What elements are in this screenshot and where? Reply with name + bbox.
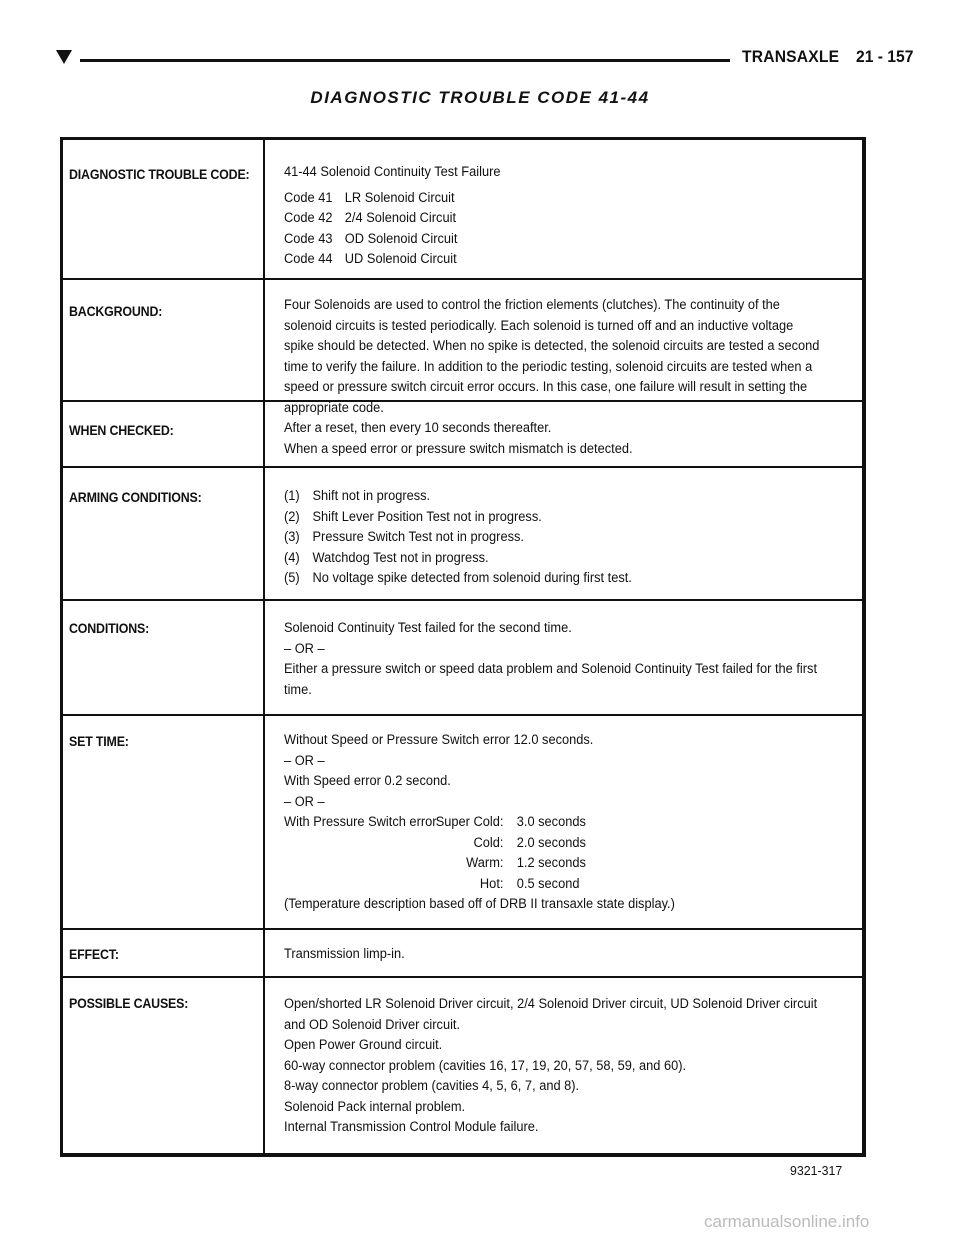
label-set-time: SET TIME:	[69, 734, 129, 749]
label-dtc: DIAGNOSTIC TROUBLE CODE:	[69, 167, 250, 182]
cause-item: Open Power Ground circuit.	[284, 1037, 443, 1052]
content-background: Four Solenoids are used to control the friction elements (clutches). The continuity of the solenoid circuits is tested periodically. Each solenoid is turned off and an inductive voltage spike should be detected. When no spike is detected, the solenoid circuits are tested a second time to verify the failure. In addition to the periodic testing, solenoid circuits are tested when a speed or pressure switch circuit error occurs. In this case, one failure will result in setting the appropriate code.	[284, 297, 820, 415]
arming-item: (1) Shift not in progress.	[284, 488, 431, 503]
row-background	[63, 278, 862, 415]
content-conditions	[284, 618, 826, 700]
row-set-time	[63, 714, 862, 930]
arming-item: (2) Shift Lever Position Test not in progress.	[284, 508, 542, 524]
code-desc: OD Solenoid Circuit	[344, 230, 458, 246]
code-item	[284, 229, 826, 250]
content-arming-conditions	[284, 486, 826, 589]
dtc-table	[60, 137, 866, 1157]
content-possible-causes	[284, 994, 826, 1138]
or-separator: – OR –	[284, 793, 325, 809]
row-when-checked	[63, 400, 862, 468]
content-when-checked	[284, 418, 826, 459]
cause-item: 8-way connector problem (cavities 4, 5, 6, 7, and 8).	[284, 1078, 580, 1093]
page-number: 21 - 157	[856, 47, 914, 66]
content-set-time	[284, 730, 826, 915]
section-title: TRANSAXLE	[742, 47, 840, 66]
arming-item: (5) No voltage spike detected from solenoid during first test.	[284, 570, 632, 585]
code-item	[284, 188, 826, 209]
row-conditions	[63, 599, 862, 716]
arming-item: (3) Pressure Switch Test not in progress.	[284, 529, 524, 544]
code-number: Code 42	[284, 210, 333, 225]
content-dtc	[284, 162, 826, 270]
header-rule	[80, 59, 730, 62]
code-desc: LR Solenoid Circuit	[344, 189, 455, 205]
or-separator: – OR –	[284, 752, 325, 768]
code-item	[284, 208, 826, 229]
row-dtc	[63, 140, 862, 278]
when-checked-line: After a reset, then every 10 seconds thereafter.	[284, 420, 552, 435]
when-checked-line: When a speed error or pressure switch mismatch is detected.	[284, 440, 633, 456]
page-header	[56, 44, 914, 74]
set-time-line: With Speed error 0.2 second.	[284, 773, 451, 788]
label-background: BACKGROUND:	[69, 304, 163, 319]
code-list	[284, 188, 826, 270]
code-desc: UD Solenoid Circuit	[344, 251, 457, 266]
temperature-row: Warm: 1.2 seconds	[466, 855, 586, 870]
label-possible-causes: POSSIBLE CAUSES:	[69, 996, 189, 1011]
temperature-row: Hot: 0.5 second	[479, 875, 580, 891]
row-possible-causes	[63, 976, 862, 1158]
set-time-line: Without Speed or Pressure Switch error 12.0 seconds.	[284, 732, 594, 747]
temperature-row: Super Cold: 3.0 seconds	[435, 814, 586, 829]
temperature-table	[284, 812, 826, 894]
conditions-line: Solenoid Continuity Test failed for the second time.	[284, 620, 572, 635]
code-item	[284, 249, 826, 270]
arming-item: (4) Watchdog Test not in progress.	[284, 549, 489, 565]
watermark: carmanualsonline.info	[704, 1212, 870, 1231]
code-number: Code 41	[284, 189, 333, 205]
page-title: DIAGNOSTIC TROUBLE CODE 41-44	[310, 88, 650, 107]
row-arming-conditions	[63, 466, 862, 601]
code-desc: 2/4 Solenoid Circuit	[344, 210, 457, 225]
label-arming-conditions: ARMING CONDITIONS:	[69, 490, 202, 505]
cause-item: Open/shorted LR Solenoid Driver circuit, 2/4 Solenoid Driver circuit, UD Solenoid Driver circuit and OD Solenoid Driver circuit.	[284, 996, 818, 1032]
code-number: Code 44	[284, 251, 333, 266]
cause-item: Internal Transmission Control Module failure.	[284, 1119, 539, 1134]
code-number: Code 43	[284, 230, 333, 246]
dtc-main: 41-44 Solenoid Continuity Test Failure	[284, 164, 501, 179]
figure-id: 9321-317	[790, 1163, 843, 1178]
cause-item: Solenoid Pack internal problem.	[284, 1098, 466, 1114]
temperature-note: (Temperature description based off of DRB II transaxle state display.)	[284, 896, 675, 911]
row-effect	[63, 928, 862, 978]
pressure-switch-prefix: With Pressure Switch error	[284, 814, 437, 829]
conditions-line: Either a pressure switch or speed data problem and Solenoid Continuity Test failed for the first time.	[284, 661, 818, 697]
content-effect: Transmission limp-in.	[284, 946, 405, 961]
temperature-row: Cold: 2.0 seconds	[473, 834, 586, 850]
cause-item: 60-way connector problem (cavities 16, 17, 19, 20, 57, 58, 59, and 60).	[284, 1057, 687, 1073]
label-when-checked: WHEN CHECKED:	[69, 423, 174, 438]
label-conditions: CONDITIONS:	[69, 621, 150, 636]
triangle-marker-icon	[56, 50, 72, 64]
or-separator: – OR –	[284, 640, 325, 656]
label-effect: EFFECT:	[69, 947, 119, 962]
